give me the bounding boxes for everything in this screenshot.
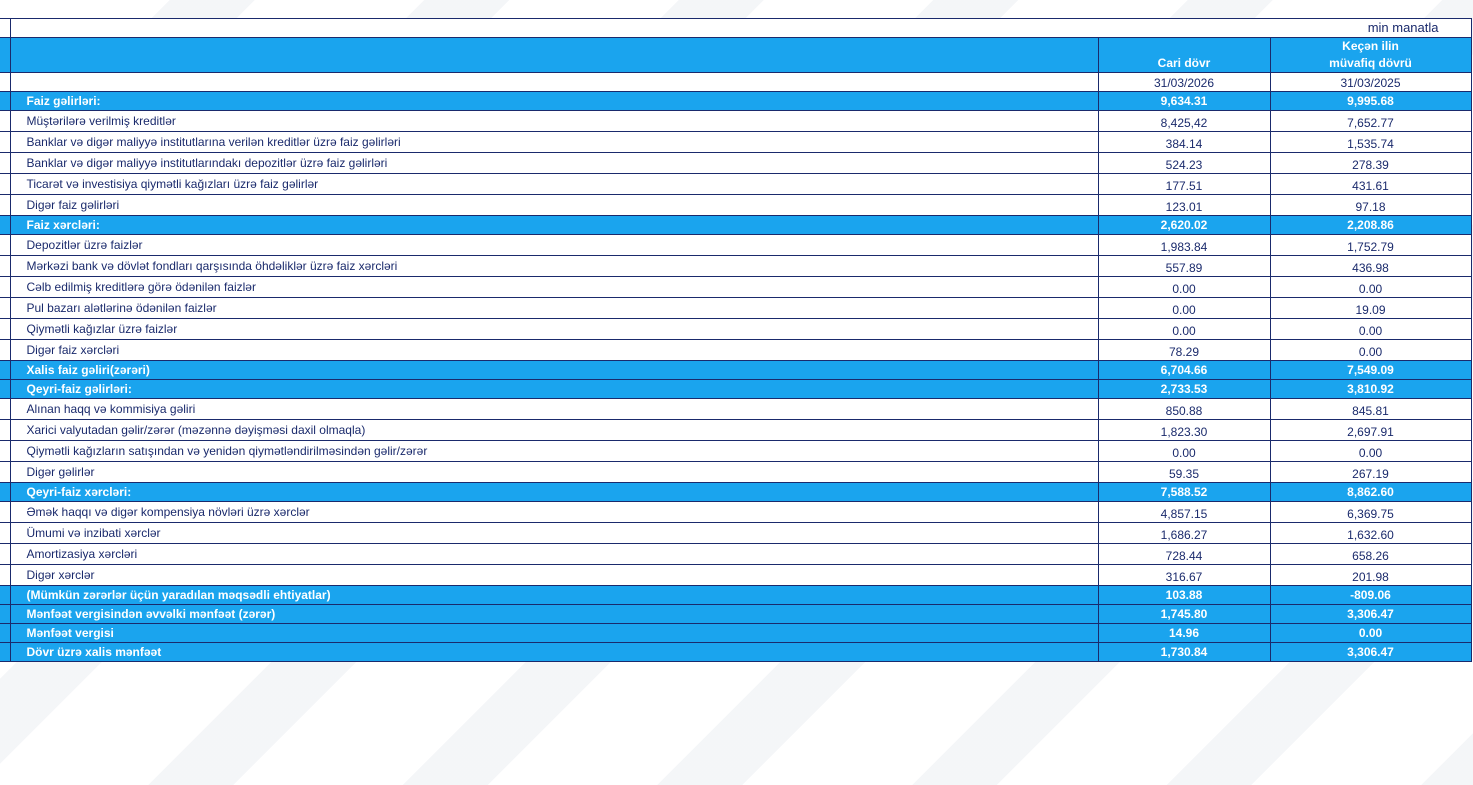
value-current: 524.23 [1098,153,1270,174]
value-current: 1,745.80 [1098,605,1270,624]
value-previous: 201.98 [1270,565,1471,586]
row-label: Xalis faiz gəliri(zərəri) [10,361,1098,380]
table-row [0,111,1471,132]
date-row [0,73,1471,92]
value-current: 9,634.31 [1098,92,1270,111]
row-label: Faiz xərcləri: [10,216,1098,235]
value-previous: 0.00 [1270,441,1471,462]
value-current: 1,983.84 [1098,235,1270,256]
section-row [0,361,1471,380]
table-row [0,277,1471,298]
value-current: 123.01 [1098,195,1270,216]
value-previous: 845.81 [1270,399,1471,420]
header-previous-line2: müvafiq dövrü [1329,56,1412,70]
row-label: Digər faiz xərcləri [10,340,1098,361]
value-current: 1,730.84 [1098,643,1270,662]
value-current: 850.88 [1098,399,1270,420]
section-row [0,624,1471,643]
table-row [0,565,1471,586]
header-previous-period [1270,38,1471,73]
header-previous-line1: Keçən ilin [1342,39,1399,53]
row-label: Cəlb edilmiş kreditlərə görə ödənilən faizlər [10,277,1098,298]
table-row [0,298,1471,319]
column-header-row [0,38,1471,73]
table-row [0,420,1471,441]
row-label: Depozitlər üzrə faizlər [10,235,1098,256]
value-previous: 1,535.74 [1270,132,1471,153]
row-label: Mənfəət vergisindən əvvəlki mənfəət (zərər) [10,605,1098,624]
date-previous: 31/03/2025 [1270,73,1471,92]
header-current-period: Cari dövr [1098,38,1270,73]
value-previous: 19.09 [1270,298,1471,319]
row-label: Digər gəlirlər [10,462,1098,483]
unit-label: min manatla [1270,19,1471,38]
row-label: Amortizasiya xərcləri [10,544,1098,565]
row-label: Qiymətli kağızların satışından və yenidən qiymətləndirilməsindən gəlir/zərər [10,441,1098,462]
row-label: Pul bazarı alətlərinə ödənilən faizlər [10,298,1098,319]
section-row [0,643,1471,662]
value-previous: 0.00 [1270,277,1471,298]
row-label: Ümumi və inzibati xərclər [10,523,1098,544]
value-current: 4,857.15 [1098,502,1270,523]
date-current: 31/03/2026 [1098,73,1270,92]
value-current: 0.00 [1098,277,1270,298]
value-current: 1,823.30 [1098,420,1270,441]
table-row [0,319,1471,340]
value-previous: -809.06 [1270,586,1471,605]
value-current: 103.88 [1098,586,1270,605]
table-row [0,523,1471,544]
value-previous: 6,369.75 [1270,502,1471,523]
unit-row [0,19,1471,38]
table-row [0,502,1471,523]
row-label: Qeyri-faiz gəlirləri: [10,380,1098,399]
section-row [0,216,1471,235]
value-current: 2,733.53 [1098,380,1270,399]
value-previous: 658.26 [1270,544,1471,565]
value-previous: 7,652.77 [1270,111,1471,132]
value-previous: 3,306.47 [1270,643,1471,662]
row-label: Faiz gəlirləri: [10,92,1098,111]
value-previous: 1,752.79 [1270,235,1471,256]
table-row [0,235,1471,256]
table-row [0,174,1471,195]
section-row [0,483,1471,502]
value-previous: 278.39 [1270,153,1471,174]
section-row [0,92,1471,111]
value-previous: 0.00 [1270,340,1471,361]
value-current: 2,620.02 [1098,216,1270,235]
row-label: Əmək haqqı və digər kompensiya növləri üzrə xərclər [10,502,1098,523]
value-previous: 3,810.92 [1270,380,1471,399]
value-previous: 267.19 [1270,462,1471,483]
table-row [0,132,1471,153]
value-previous: 431.61 [1270,174,1471,195]
value-previous: 0.00 [1270,624,1471,643]
table-row [0,340,1471,361]
date-blank-cell [10,73,1098,92]
value-previous: 1,632.60 [1270,523,1471,544]
income-statement-table [0,18,1472,662]
section-row [0,380,1471,399]
value-previous: 436.98 [1270,256,1471,277]
table-row [0,441,1471,462]
row-label: Banklar və digər maliyyə institutlarındakı depozitlər üzrə faiz gəlirləri [10,153,1098,174]
value-previous: 3,306.47 [1270,605,1471,624]
row-label: (Mümkün zərərlər üçün yaradılan məqsədli ehtiyatlar) [10,586,1098,605]
value-previous: 2,208.86 [1270,216,1471,235]
row-label: Alınan haqq və kommisiya gəliri [10,399,1098,420]
table-row [0,462,1471,483]
row-label: Qiymətli kağızlar üzrə faizlər [10,319,1098,340]
value-previous: 2,697.91 [1270,420,1471,441]
value-previous: 0.00 [1270,319,1471,340]
row-label: Mərkəzi bank və dövlət fondları qarşısında öhdəliklər üzrə faiz xərcləri [10,256,1098,277]
row-label: Mənfəət vergisi [10,624,1098,643]
row-label: Ticarət və investisiya qiymətli kağızları üzrə faiz gəlirlər [10,174,1098,195]
row-label: Müştərilərə verilmiş kreditlər [10,111,1098,132]
value-previous: 7,549.09 [1270,361,1471,380]
section-row [0,586,1471,605]
row-label: Xarici valyutadan gəlir/zərər (məzənnə dəyişməsi daxil olmaqla) [10,420,1098,441]
value-current: 1,686.27 [1098,523,1270,544]
row-label: Dövr üzrə xalis mənfəət [10,643,1098,662]
value-current: 14.96 [1098,624,1270,643]
value-previous: 97.18 [1270,195,1471,216]
value-current: 0.00 [1098,298,1270,319]
value-current: 6,704.66 [1098,361,1270,380]
row-label: Digər xərclər [10,565,1098,586]
table-row [0,399,1471,420]
value-current: 728.44 [1098,544,1270,565]
value-current: 316.67 [1098,565,1270,586]
value-current: 78.29 [1098,340,1270,361]
value-current: 557.89 [1098,256,1270,277]
value-current: 0.00 [1098,319,1270,340]
value-current: 7,588.52 [1098,483,1270,502]
table-row [0,544,1471,565]
table-row [0,153,1471,174]
row-label: Banklar və digər maliyyə institutlarına verilən kreditlər üzrə faiz gəlirləri [10,132,1098,153]
header-blank-cell [10,38,1098,73]
value-current: 8,425,42 [1098,111,1270,132]
row-label: Qeyri-faiz xərcləri: [10,483,1098,502]
value-current: 59.35 [1098,462,1270,483]
value-current: 384.14 [1098,132,1270,153]
section-row [0,605,1471,624]
table-row [0,195,1471,216]
value-current: 0.00 [1098,441,1270,462]
value-current: 177.51 [1098,174,1270,195]
value-previous: 8,862.60 [1270,483,1471,502]
row-label: Digər faiz gəlirləri [10,195,1098,216]
table-row [0,256,1471,277]
value-previous: 9,995.68 [1270,92,1471,111]
